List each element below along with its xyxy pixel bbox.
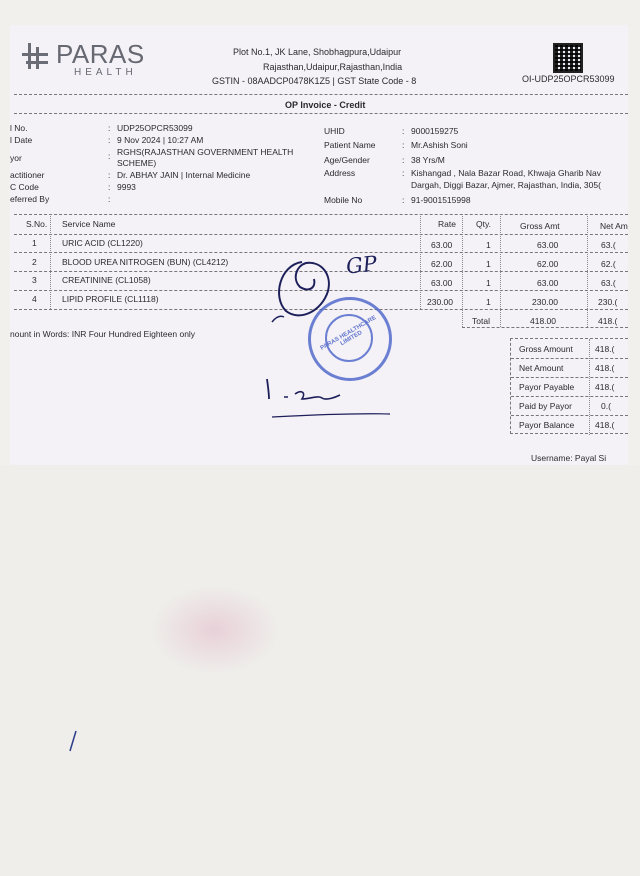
summary-value: 418.( bbox=[595, 382, 615, 392]
cell-sno: 1 bbox=[32, 238, 37, 248]
field-value: Mr.Ashish Soni bbox=[411, 140, 468, 150]
field-value-cont: SCHEME) bbox=[117, 158, 157, 168]
colon: : bbox=[108, 123, 111, 133]
cell-sno: 3 bbox=[32, 275, 37, 285]
summary-rule bbox=[511, 377, 628, 378]
total-label: Total bbox=[472, 316, 490, 326]
cell-net: 63.( bbox=[601, 240, 616, 250]
field-value: RGHS(RAJASTHAN GOVERNMENT HEALTH bbox=[117, 147, 294, 157]
gstin-line: GSTIN - 08AADCP0478K1Z5 | GST State Code - 8 bbox=[212, 76, 417, 86]
divider bbox=[14, 94, 628, 95]
summary-label: Payor Payable bbox=[519, 382, 575, 392]
column-header: Net Am bbox=[600, 221, 628, 231]
row-rule bbox=[14, 290, 628, 291]
cell-rate: 63.00 bbox=[431, 240, 453, 250]
username: Username: Payal Si bbox=[531, 453, 607, 463]
total-net: 418.( bbox=[598, 316, 618, 326]
field-label: yor bbox=[10, 153, 22, 163]
colon: : bbox=[402, 168, 405, 178]
logo-mark-icon bbox=[22, 41, 52, 71]
column-rule bbox=[500, 214, 501, 327]
column-header: Gross Amt bbox=[520, 221, 560, 231]
row-rule bbox=[14, 252, 628, 253]
colon: : bbox=[108, 135, 111, 145]
summary-rule bbox=[511, 358, 628, 359]
field-value: 91-9001515998 bbox=[411, 195, 471, 205]
summary-label: Gross Amount bbox=[519, 344, 573, 354]
logo-subtitle: HEALTH bbox=[74, 67, 137, 78]
summary-value: 418.( bbox=[595, 363, 615, 373]
total-gross: 418.00 bbox=[530, 316, 556, 326]
cell-qty: 1 bbox=[486, 259, 491, 269]
cell-rate: 62.00 bbox=[431, 259, 453, 269]
summary-rule bbox=[511, 396, 628, 397]
field-value: Dr. ABHAY JAIN | Internal Medicine bbox=[117, 170, 251, 180]
faded-ink-smudge bbox=[150, 585, 280, 675]
column-rule bbox=[587, 214, 588, 327]
summary-label: Net Amount bbox=[519, 363, 564, 373]
cell-qty: 1 bbox=[486, 278, 491, 288]
summary-column-rule bbox=[589, 339, 590, 435]
handwritten-note: GP bbox=[344, 251, 379, 279]
field-label: actitioner bbox=[10, 170, 45, 180]
hospital-address-line1: Plot No.1, JK Lane, Shobhagpura,Udaipur bbox=[233, 47, 402, 57]
invoice-title: OP Invoice - Credit bbox=[285, 100, 366, 110]
page-lower-blank bbox=[0, 465, 640, 876]
summary-value: 418.( bbox=[595, 420, 615, 430]
total-rule bbox=[462, 327, 628, 328]
colon: : bbox=[402, 126, 405, 136]
colon: : bbox=[108, 170, 111, 180]
field-label: Mobile No bbox=[324, 195, 363, 205]
column-header: Rate bbox=[438, 219, 456, 229]
cell-gross: 63.00 bbox=[537, 240, 559, 250]
cell-sno: 2 bbox=[32, 257, 37, 267]
column-header: Service Name bbox=[62, 219, 116, 229]
colon: : bbox=[402, 140, 405, 150]
cell-rate: 230.00 bbox=[427, 297, 453, 307]
field-label: eferred By bbox=[10, 194, 50, 204]
field-label: l Date bbox=[10, 135, 33, 145]
field-value: 9993 bbox=[117, 182, 136, 192]
hospital-stamp bbox=[308, 297, 392, 381]
cell-service: CREATININE (CL1058) bbox=[62, 275, 151, 285]
row-rule bbox=[14, 271, 628, 272]
column-rule bbox=[50, 214, 51, 309]
invoice-code: OI-UDP25OPCR53099 bbox=[522, 74, 615, 84]
row-rule bbox=[14, 234, 628, 235]
pen-mark bbox=[66, 727, 86, 757]
field-label: UHID bbox=[324, 126, 345, 136]
field-label: Address bbox=[324, 168, 356, 178]
field-value: UDP25OPCR53099 bbox=[117, 123, 193, 133]
logo-name: PARAS bbox=[56, 39, 145, 69]
summary-label: Payor Balance bbox=[519, 420, 575, 430]
cell-sno: 4 bbox=[32, 294, 37, 304]
cell-qty: 1 bbox=[486, 297, 491, 307]
summary-value: 418.( bbox=[595, 344, 615, 354]
summary-rule bbox=[511, 415, 628, 416]
cell-service: URIC ACID (CL1220) bbox=[62, 238, 143, 248]
hospital-address-line2: Rajasthan,Udaipur,Rajasthan,India bbox=[263, 62, 403, 72]
field-label: l No. bbox=[10, 123, 28, 133]
stamp-text: PARAS HEALTHCARE LIMITED bbox=[319, 315, 378, 352]
colon: : bbox=[402, 155, 405, 165]
cell-gross: 230.00 bbox=[532, 297, 558, 307]
amount-in-words: nount in Words: INR Four Hundred Eighteen only bbox=[10, 329, 196, 339]
cell-net: 62.( bbox=[601, 259, 616, 269]
field-value: 38 Yrs/M bbox=[411, 155, 445, 165]
table-top-rule bbox=[14, 214, 628, 215]
colon: : bbox=[108, 182, 111, 192]
column-rule bbox=[420, 214, 421, 309]
field-value: 9000159275 bbox=[411, 126, 459, 136]
field-label: C Code bbox=[10, 182, 39, 192]
colon: : bbox=[402, 195, 405, 205]
cell-gross: 63.00 bbox=[537, 278, 559, 288]
invoice-sheet bbox=[10, 25, 628, 465]
cell-rate: 63.00 bbox=[431, 278, 453, 288]
field-label: Patient Name bbox=[324, 140, 376, 150]
column-rule bbox=[462, 214, 463, 327]
divider bbox=[14, 113, 628, 114]
cell-net: 230.( bbox=[598, 297, 618, 307]
cell-gross: 62.00 bbox=[537, 259, 559, 269]
summary-label: Paid by Payor bbox=[519, 401, 572, 411]
qr-code-icon bbox=[553, 43, 583, 73]
field-value: 9 Nov 2024 | 10:27 AM bbox=[117, 135, 204, 145]
column-header: Qty. bbox=[476, 219, 491, 229]
field-value-cont: Dargah, Diggi Bazar, Ajmer, Rajasthan, India, 305( bbox=[411, 180, 601, 190]
field-label: Age/Gender bbox=[324, 155, 370, 165]
summary-value: 0.( bbox=[601, 401, 611, 411]
colon: : bbox=[108, 151, 111, 161]
colon: : bbox=[108, 194, 111, 204]
field-value: Kishangad , Nala Bazar Road, Khwaja Gharib Nav bbox=[411, 168, 601, 178]
cell-service: BLOOD UREA NITROGEN (BUN) (CL4212) bbox=[62, 257, 229, 267]
payment-summary bbox=[510, 338, 628, 434]
cell-qty: 1 bbox=[486, 240, 491, 250]
cell-service: LIPID PROFILE (CL1118) bbox=[62, 294, 159, 304]
cell-net: 63.( bbox=[601, 278, 616, 288]
column-header: S.No. bbox=[26, 219, 48, 229]
